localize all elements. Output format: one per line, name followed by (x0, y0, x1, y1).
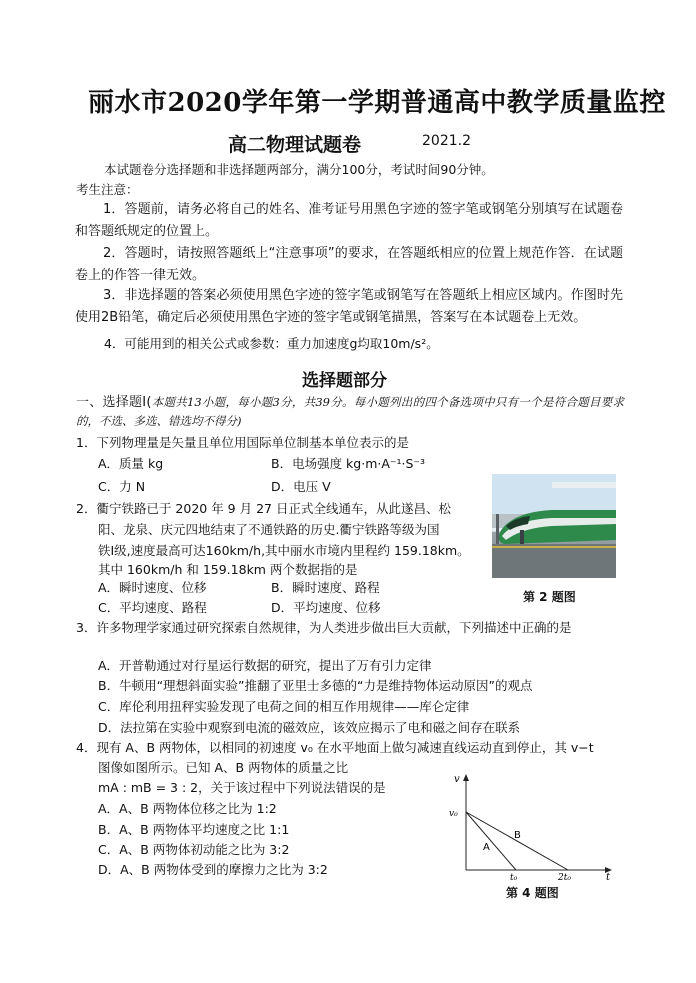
q3-option-b: B．牛顿用“理想斜面实验”推翻了亚里士多德的“力是维持物体运动原因”的观点 (98, 678, 533, 693)
q2-line-4: 其中 160km/h 和 159.18km 两个数据指的是 (98, 562, 358, 577)
part1-note: 本题共13小题，每小题3分，共39分。每小题列出的四个备选项中只有一个是符合题目要求的，不选、多选、错选均不得分) (76, 395, 624, 428)
q4-figure-caption: 第 4 题图 (506, 886, 559, 900)
q2-line-2: 阳、龙泉、庆元四地结束了不通铁路的历史.衢宁铁路等级为国 (98, 522, 440, 537)
q1-option-c: C．力 N (98, 479, 146, 494)
q1-option-a: A．质量 kg (98, 456, 164, 471)
v0-label: v₀ (449, 809, 458, 819)
q4-option-a: A．A、B 两物体位移之比为 1:2 (98, 801, 277, 816)
q2-option-a: A．瞬时速度、位移 (98, 580, 207, 595)
q3-option-d: D．法拉第在实验中观察到电流的磁效应，该效应揭示了电和磁之间存在联系 (98, 720, 521, 735)
q4-line-1: 4．现有 A、B 两物体，以相同的初速度 v₀ 在水平地面上做匀减速直线运动直到停止，其 v−t (76, 740, 594, 755)
q1-option-b: B．电场强度 kg·m·A⁻¹·S⁻³ (271, 456, 426, 471)
q2-line-1: 2．衢宁铁路已于 2020 年 9 月 27 日正式全线通车，从此遂昌、松 (76, 501, 451, 516)
a-label: A (483, 842, 490, 853)
q2-option-d: D．平均速度、位移 (271, 600, 381, 615)
t0-label: t₀ (510, 873, 518, 880)
notice-item-4: 4．可能用到的相关公式或参数：重力加速度g均取10m/s²。 (104, 336, 439, 351)
train-illustration (492, 474, 616, 578)
q2-figure-caption: 第 2 题图 (523, 590, 576, 604)
q3-stem: 3．许多物理学家通过研究探索自然规律，为人类进步做出巨大贡献，下列描述中正确的是 (76, 620, 572, 635)
q4-option-d: D．A、B 两物体受到的摩擦力之比为 3:2 (98, 862, 328, 877)
v-axis-arrow-icon (463, 774, 469, 781)
notice-item-1: 1．答题前，请务必将自己的姓名、准考证号用黑色字迹的签字笔或钢笔分别填写在试题卷和答题纸规定的位置上。 (75, 202, 623, 240)
q2-line-3: 铁Ⅰ级,速度最高可达160km/h,其中丽水市境内里程约 159.18km。 (98, 543, 470, 558)
q3-option-c: C．库伦利用扭秤实验发现了电荷之间的相互作用规律——库仑定律 (98, 699, 470, 714)
notice-heading: 考生注意： (76, 182, 139, 197)
v-label: v (454, 774, 460, 785)
exam-subtitle: 高二物理试题卷 (228, 134, 362, 156)
exam-title: 丽水市2020学年第一学期普通高中教学质量监控 (88, 88, 666, 118)
q2-option-b: B．瞬时速度、路程 (271, 580, 380, 595)
q1-option-d: D．电压 V (271, 479, 331, 494)
q4-vt-graph (446, 770, 616, 880)
train-photo (492, 474, 616, 578)
q4-option-c: C．A、B 两物体初动能之比为 3:2 (98, 842, 290, 857)
exam-date: 2021.2 (422, 133, 471, 149)
t-label: t (606, 872, 611, 880)
q4-option-b: B．A、B 两物体平均速度之比 1:1 (98, 822, 290, 837)
2t0-label: 2t₀ (558, 873, 571, 880)
section-heading: 选择题部分 (302, 371, 387, 391)
b-label: B (514, 830, 521, 841)
notice-item-3: 3．非选择题的答案必须使用黑色字迹的签字笔或钢笔写在答题纸上相应区域内。作图时先使用2B铅笔，确定后必须使用黑色字迹的签字笔或钢笔描黑，答案写在本试题卷上无效。 (75, 288, 623, 326)
part1-head: 一、选择题Ⅰ( (76, 395, 152, 410)
intro-text: 本试题卷分选择题和非选择题两部分，满分100分，考试时间90分钟。 (104, 162, 494, 177)
q1-stem: 1．下列物理量是矢量且单位用国际单位制基本单位表示的是 (76, 435, 409, 450)
notice-item-2: 2．答题时，请按照答题纸上“注意事项”的要求，在答题纸相应的位置上规范作答．在试题卷上的作答一律无效。 (75, 246, 623, 284)
q4-line-3: mA : mB = 3 : 2，关于该过程中下列说法错误的是 (98, 780, 386, 795)
line-a (466, 812, 516, 870)
q4-line-2: 图像如图所示。已知 A、B 两物体的质量之比 (98, 760, 349, 775)
q2-option-c: C．平均速度、路程 (98, 600, 207, 615)
part1-instructions (76, 393, 624, 431)
line-b (466, 812, 568, 870)
q3-option-a: A．开普勒通过对行星运行数据的研究，提出了万有引力定律 (98, 658, 432, 673)
